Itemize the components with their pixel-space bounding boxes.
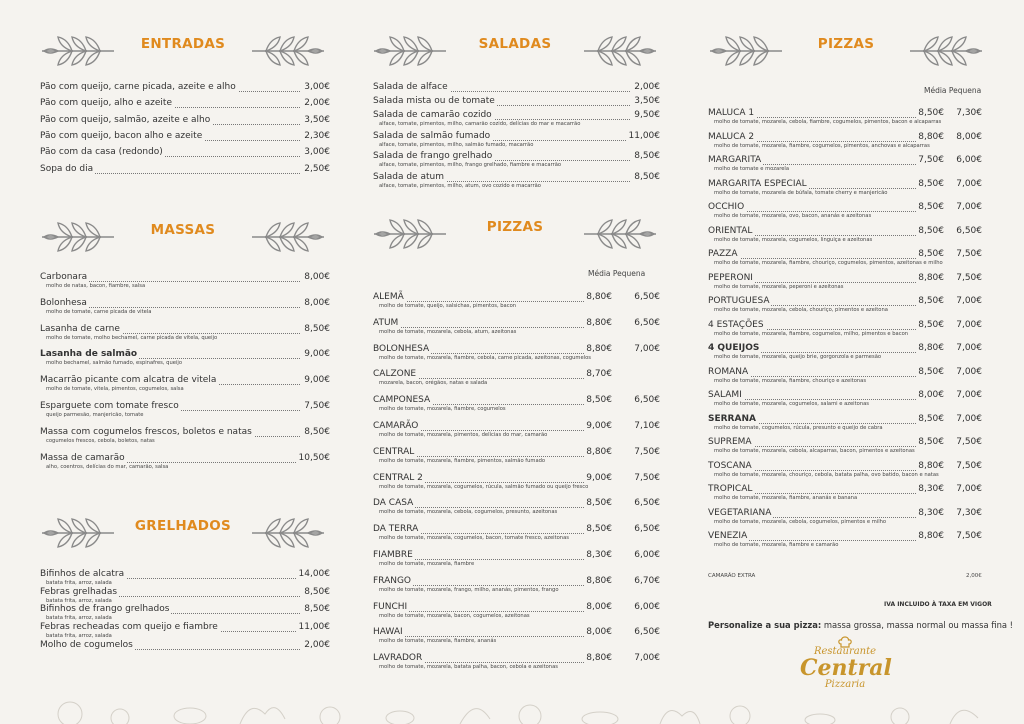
- item-price: 3,50€: [634, 96, 660, 107]
- size-header: Média Pequena: [924, 86, 982, 95]
- logo-line-1: Restaurante: [813, 646, 877, 657]
- dot-leader: [708, 258, 920, 259]
- restaurant-logo: [800, 636, 890, 690]
- item-name: Lasanha de carne: [40, 323, 120, 334]
- item-description: molho de tomate, mozarela, cogumelos, linguiça e azeitonas: [714, 236, 873, 243]
- item-price-medium: 8,50€: [586, 498, 612, 509]
- item-name: Carbonara: [40, 272, 88, 282]
- item-name: Pão com queijo, bacon alho e azeite: [40, 130, 203, 141]
- item-price: 2,00€: [634, 82, 660, 92]
- extra-label: CAMARÃO EXTRA: [708, 573, 756, 579]
- item-price-small: 7,00€: [634, 343, 660, 354]
- item-price: 2,30€: [304, 130, 330, 141]
- item-description: batata frita, arroz, salada: [46, 615, 112, 622]
- item-price-medium: 8,80€: [918, 131, 944, 142]
- item-description: molho de tomate, mozarela, pimentos, delícias do mar, camarão: [379, 432, 548, 438]
- item-price: 3,00€: [304, 82, 330, 92]
- logo-line-3: Pizzaria: [824, 679, 866, 690]
- section-title: GRELHADOS: [134, 518, 232, 534]
- item-price-small: 7,50€: [634, 446, 660, 457]
- item-name: VEGETARIANA: [708, 507, 772, 518]
- item-price-medium: 8,50€: [918, 178, 944, 189]
- item-description: molho de tomate, mozarela, cogumelos, bacon, tomate fresco, azeitonas: [379, 535, 569, 542]
- item-price-medium: 8,80€: [586, 292, 612, 302]
- item-price-small: 6,50€: [634, 498, 660, 509]
- item-name: TOSCANA: [708, 460, 752, 471]
- item-price: 8,50€: [304, 426, 330, 437]
- item-description: molho de tomate, mozarela, bacon, cogumelos, azeitonas: [379, 612, 530, 619]
- section-title: PIZZAS: [486, 219, 544, 235]
- item-name: Pão com queijo, alho e azeite: [40, 98, 172, 109]
- item-price-small: 7,00€: [634, 653, 660, 664]
- item-description: queijo parmesão, manjericão, tomate: [46, 412, 144, 418]
- item-price: 10,50€: [298, 452, 330, 463]
- entradas-header: [38, 30, 328, 70]
- iva-note: IVA INCLUIDO À TAXA EM VIGOR: [884, 601, 992, 608]
- item-price: 7,50€: [304, 401, 330, 411]
- item-name: Lasanha de salmão: [40, 349, 138, 360]
- item-description: molho de tomate, mozarela, fiambre, cogumelos: [379, 406, 506, 413]
- item-name: Massa com cogumelos frescos, boletos e natas: [40, 426, 252, 437]
- item-price: 8,00€: [304, 272, 330, 282]
- leaf-branch-right-icon: [248, 220, 328, 254]
- item-description: molho de tomate, mozarela, cebola, fiambre, cogumelos, pimentos, bacon e alcaparras: [714, 119, 942, 125]
- item-price: 9,00€: [304, 349, 330, 360]
- grelhados-header: [38, 512, 328, 552]
- item-price-medium: 8,50€: [918, 296, 944, 306]
- leaf-branch-right-icon: [906, 34, 986, 68]
- section-title: SALADAS: [478, 36, 552, 52]
- item-price-small: 6,00€: [956, 155, 982, 165]
- leaf-branch-right-icon: [580, 217, 660, 251]
- item-name: Molho de cogumelos: [40, 639, 133, 650]
- item-price: 9,50€: [634, 110, 660, 121]
- item-description: alho, coentros, delícias do mar, camarão, salsa: [46, 463, 169, 470]
- item-name: TROPICAL: [708, 484, 753, 494]
- item-name: Pão com da casa (redondo): [40, 147, 163, 158]
- item-name: Febras grelhadas: [40, 586, 118, 597]
- item-price: 11,00€: [628, 130, 660, 141]
- item-name: Salada de camarão cozido: [373, 110, 492, 121]
- item-price-medium: 8,80€: [918, 460, 944, 471]
- item-price-small: 7,30€: [956, 108, 982, 118]
- item-price-small: 7,10€: [634, 421, 660, 431]
- item-description: molho de tomate, mozarela, queijo brie, gorgonzola e parmesão: [714, 354, 882, 360]
- section-title: ENTRADAS: [140, 36, 226, 52]
- item-price-small: 7,50€: [956, 460, 982, 471]
- item-price-small: 7,00€: [956, 390, 982, 400]
- item-name: Salada de atum: [373, 171, 444, 182]
- item-name: CAMPONESA: [373, 395, 431, 406]
- item-description: molho de tomate, mozarela, cebola, cogumelos, presunto, azeitonas: [379, 509, 558, 516]
- item-price-small: 6,50€: [956, 225, 982, 236]
- item-name: HAWAI: [373, 627, 403, 638]
- logo-line-2: Central: [800, 655, 892, 681]
- item-description: molho de tomate, mozarela, ovo, bacon, ananás e azeitonas: [714, 213, 872, 219]
- dot-leader: [373, 327, 590, 328]
- item-description: molho de tomate, mozarela, frango, milho, ananás, pimentos, frango: [379, 586, 559, 593]
- item-name: Salada de salmão fumado: [373, 130, 491, 141]
- item-name: CALZONE: [373, 369, 417, 380]
- item-name: MALUCA 1: [708, 108, 755, 118]
- item-price-small: 8,00€: [956, 131, 982, 142]
- item-description: molho de tomate, mozarela, fiambre, chouriço, cogumelos, pimentos, azeitonas e milho: [714, 260, 943, 266]
- item-price: 2,00€: [304, 98, 330, 109]
- item-price-small: 6,50€: [634, 317, 660, 328]
- item-description: molho de tomate, mozarela, fiambre e camarão: [714, 542, 839, 548]
- item-name: FIAMBRE: [373, 550, 413, 560]
- item-name: SALAMI: [708, 390, 742, 400]
- item-price-small: 7,50€: [956, 531, 982, 541]
- item-name: Esparguete com tomate fresco: [40, 401, 179, 411]
- item-name: 4 QUEIJOS: [708, 343, 760, 353]
- extra-price: 2,00€: [966, 573, 982, 579]
- item-name: CENTRAL 2: [373, 472, 423, 483]
- personalize-note: [708, 620, 1013, 630]
- item-price-small: 7,00€: [956, 202, 982, 212]
- item-name: MARGARITA: [708, 155, 762, 165]
- item-price-medium: 8,50€: [918, 437, 944, 447]
- item-price-medium: 8,50€: [918, 319, 944, 330]
- item-price: 3,00€: [304, 147, 330, 158]
- item-price-medium: 8,30€: [586, 550, 612, 560]
- item-price: 8,50€: [634, 171, 660, 182]
- item-name: ORIENTAL: [708, 225, 753, 236]
- item-price-small: 6,00€: [634, 550, 660, 560]
- item-name: SUPREMA: [708, 437, 752, 447]
- item-price-medium: 8,80€: [918, 531, 944, 541]
- item-price: 14,00€: [298, 569, 330, 579]
- item-price-small: 7,00€: [956, 296, 982, 306]
- item-name: Bifinhos de alcatra: [40, 569, 125, 579]
- item-description: molho de tomate, mozarela, fiambre, ananás: [379, 638, 497, 645]
- item-description: molho de tomate, carne picada de vitela: [46, 308, 152, 315]
- personalize-bold: Personalize a sua pizza:: [708, 620, 822, 630]
- item-name: ROMANA: [708, 366, 749, 377]
- item-description: alface, tomate, pimentos, milho, atum, ovo cozido e macarrão: [379, 182, 541, 189]
- item-description: molho de tomate, mozarela, cebola, alcaparras, bacon, pimentos e azeitonas: [714, 448, 915, 454]
- section-title: MASSAS: [150, 222, 216, 238]
- item-description: molho de tomate, mozarela, fiambre, pimentos, salmão fumado: [379, 457, 546, 464]
- size-header: Média Pequena: [588, 269, 646, 278]
- item-name: VENEZIA: [708, 531, 748, 541]
- pizzas-header-2: [706, 30, 986, 70]
- item-description: alface, tomate, pimentos, milho, salmão fumado, macarrão: [379, 141, 534, 148]
- item-name: Salada mista ou de tomate: [373, 96, 495, 107]
- item-description: molho de tomate, mozarela, fiambre, cogumelos, milho, pimentos e bacon: [714, 330, 909, 337]
- item-price-small: 7,50€: [956, 437, 982, 447]
- item-description: mozarela, bacon, orégãos, natas e salada: [379, 380, 488, 387]
- item-price-medium: 8,50€: [918, 108, 944, 118]
- item-name: 4 ESTAÇÕES: [708, 319, 764, 330]
- item-price-small: 6,50€: [634, 627, 660, 638]
- pizzas-header: [370, 213, 660, 253]
- item-price-medium: 9,00€: [586, 421, 612, 431]
- vegetable-sketch-decoration: [0, 684, 1024, 724]
- item-name: PEPERONI: [708, 272, 753, 283]
- item-name: FUNCHI: [373, 601, 408, 612]
- item-description: molho de tomate, mozarela, cogumelos, salami e azeitonas: [714, 401, 869, 407]
- item-description: molho de tomate, queijo, salsichas, pimentos, bacon: [379, 303, 517, 309]
- item-price-medium: 8,50€: [586, 524, 612, 535]
- item-description: molho de tomate e mozarela: [714, 166, 790, 172]
- item-price-small: 7,50€: [956, 272, 982, 283]
- item-description: molho de tomate, mozarela, chouriço, cebola, batata palha, ovo batido, bacon e natas: [714, 471, 939, 478]
- item-name: Salada de alface: [373, 82, 448, 92]
- leaf-branch-right-icon: [248, 34, 328, 68]
- item-price-medium: 8,50€: [918, 225, 944, 236]
- item-description: molho de tomate, mozarela de búfala, tomate cherry e manjericão: [714, 189, 888, 196]
- item-description: molho de natas, bacon, fiambre, salsa: [46, 283, 146, 289]
- item-price: 9,00€: [304, 375, 330, 386]
- item-price: 8,00€: [304, 297, 330, 308]
- item-description: batata frita, arroz, salada: [46, 597, 112, 604]
- item-name: ALEMÃ: [373, 292, 404, 302]
- item-name: SERRANA: [708, 413, 756, 424]
- dot-leader: [373, 636, 590, 637]
- item-description: molho de tomate, mozarela, fiambre: [379, 561, 475, 567]
- item-name: Pão com queijo, salmão, azeite e alho: [40, 114, 211, 125]
- item-price-medium: 8,50€: [918, 249, 944, 259]
- item-name: DA CASA: [373, 498, 414, 509]
- item-name: OCCHIO: [708, 202, 745, 212]
- item-price-small: 6,50€: [634, 395, 660, 406]
- item-price-small: 6,50€: [634, 292, 660, 302]
- item-price-small: 6,50€: [634, 524, 660, 535]
- item-name: CAMARÃO: [373, 421, 419, 431]
- item-price-small: 7,30€: [956, 507, 982, 518]
- saladas-header: [370, 30, 660, 70]
- item-price: 2,50€: [304, 163, 330, 174]
- item-price-small: 7,00€: [956, 319, 982, 330]
- item-price: 11,00€: [298, 622, 330, 633]
- item-name: FRANGO: [373, 575, 412, 586]
- item-description: molho de tomate, mozarela, cebola, atum, azeitonas: [379, 328, 517, 335]
- item-description: molho de tomate, cogumelos, rúcula, presunto e queijo de cabra: [714, 424, 883, 431]
- item-description: cogumelos frescos, cebola, boletos, natas: [46, 437, 155, 444]
- item-name: PAZZA: [708, 249, 738, 259]
- item-price-small: 7,00€: [956, 366, 982, 377]
- item-price-medium: 8,50€: [586, 395, 612, 406]
- item-name: DA TERRA: [373, 524, 419, 535]
- item-price-medium: 8,00€: [918, 390, 944, 400]
- item-price-small: 6,00€: [634, 601, 660, 612]
- item-price-small: 7,50€: [956, 249, 982, 259]
- item-name: LAVRADOR: [373, 653, 423, 664]
- item-description: alface, tomate, pimentos, milho, frango grelhado, fiambre e macarrão: [379, 162, 562, 169]
- item-price: 8,50€: [304, 604, 330, 615]
- item-name: PORTUGUESA: [708, 296, 770, 306]
- item-price-small: 7,00€: [956, 413, 982, 424]
- item-price: 8,50€: [304, 323, 330, 334]
- item-description: molho de tomate, mozarela, fiambre, chouriço e azeitonas: [714, 377, 867, 384]
- personalize-text: massa grossa, massa normal ou massa fina !: [821, 620, 1014, 630]
- item-description: alface, tomate, pimentos, milho, camarão cozido, delícias do mar e macarrão: [379, 121, 581, 128]
- item-price-medium: 8,50€: [918, 413, 944, 424]
- item-price-medium: 8,80€: [918, 343, 944, 353]
- item-price: 3,50€: [304, 114, 330, 125]
- item-description: molho de tomate, mozarela, fiambre, cogumelos, pimentos, anchovas e alcaparras: [714, 142, 930, 149]
- item-description: molho de tomate, mozarela, peperoni e azeitonas: [714, 283, 844, 290]
- leaf-branch-right-icon: [248, 516, 328, 550]
- item-name: MALUCA 2: [708, 131, 755, 142]
- item-description: molho de tomate, mozarela, fiambre, cebola, carne picada, azeitonas, cogumelos: [379, 354, 591, 361]
- item-description: molho de tomate, mozarela, batata palha, bacon, cebola e azeitonas: [379, 664, 558, 671]
- item-price: 8,50€: [304, 586, 330, 597]
- item-price-small: 7,00€: [956, 343, 982, 353]
- item-price: 2,00€: [304, 639, 330, 650]
- item-price-small: 6,70€: [634, 575, 660, 586]
- item-description: batata frita, arroz, salada: [46, 580, 112, 586]
- item-price-medium: 8,50€: [918, 366, 944, 377]
- item-price-medium: 8,80€: [586, 343, 612, 354]
- item-price-medium: 8,00€: [586, 601, 612, 612]
- item-price-medium: 8,80€: [586, 317, 612, 328]
- item-description: molho de tomate, mozarela, cebola, cogumelos, pimentos e milho: [714, 518, 887, 525]
- item-description: molho de tomate, mozarela, fiambre, ananás e banana: [714, 495, 858, 501]
- item-description: molho de tomate, molho bechamel, carne picada de vitela, queijo: [46, 334, 218, 341]
- item-name: Febras recheadas com queijo e fiambre: [40, 622, 218, 633]
- item-name: BOLONHESA: [373, 343, 430, 354]
- item-name: Macarrão picante com alcatra de vitela: [40, 375, 217, 386]
- item-description: batata frita, arroz, salada: [46, 633, 112, 640]
- item-description: molho bechamel, salmão fumado, espinafres, queijo: [46, 360, 183, 367]
- item-price-medium: 8,30€: [918, 484, 944, 494]
- item-name: ATUM: [373, 317, 399, 328]
- item-name: Bolonhesa: [40, 297, 87, 308]
- item-description: molho de tomate, vitela, pimentos, cogumelos, salsa: [46, 386, 184, 393]
- item-name: Bifinhos de frango grelhados: [40, 604, 170, 615]
- leaf-branch-right-icon: [580, 34, 660, 68]
- item-price-medium: 8,50€: [918, 202, 944, 212]
- item-price-small: 7,00€: [956, 178, 982, 189]
- item-name: CENTRAL: [373, 446, 415, 457]
- item-price-medium: 8,80€: [918, 272, 944, 283]
- item-name: Massa de camarão: [40, 452, 125, 463]
- item-price-medium: 7,50€: [918, 155, 944, 165]
- item-description: molho de tomate, mozarela, cebola, chouriço, pimentos e azeitona: [714, 307, 888, 313]
- item-price-medium: 8,70€: [586, 369, 612, 380]
- item-name: Sopa do dia: [40, 163, 94, 174]
- item-price-medium: 8,80€: [586, 653, 612, 664]
- item-price-medium: 8,30€: [918, 507, 944, 518]
- item-description: molho de tomate, mozarela, cogumelos, rúcula, salmão fumado ou queijo fresco: [379, 483, 589, 490]
- item-price-medium: 9,00€: [586, 472, 612, 483]
- item-price-small: 7,00€: [956, 484, 982, 494]
- item-price: 8,50€: [634, 151, 660, 162]
- item-price-small: 7,50€: [634, 472, 660, 483]
- item-price-medium: 8,80€: [586, 446, 612, 457]
- massas-header: [38, 216, 328, 256]
- item-name: Pão com queijo, carne picada, azeite e alho: [40, 82, 236, 92]
- item-name: MARGARITA ESPECIAL: [708, 178, 807, 189]
- item-name: Salada de frango grelhado: [373, 151, 493, 162]
- section-title: PIZZAS: [817, 36, 875, 52]
- item-price-medium: 8,80€: [586, 575, 612, 586]
- item-price-medium: 8,00€: [586, 627, 612, 638]
